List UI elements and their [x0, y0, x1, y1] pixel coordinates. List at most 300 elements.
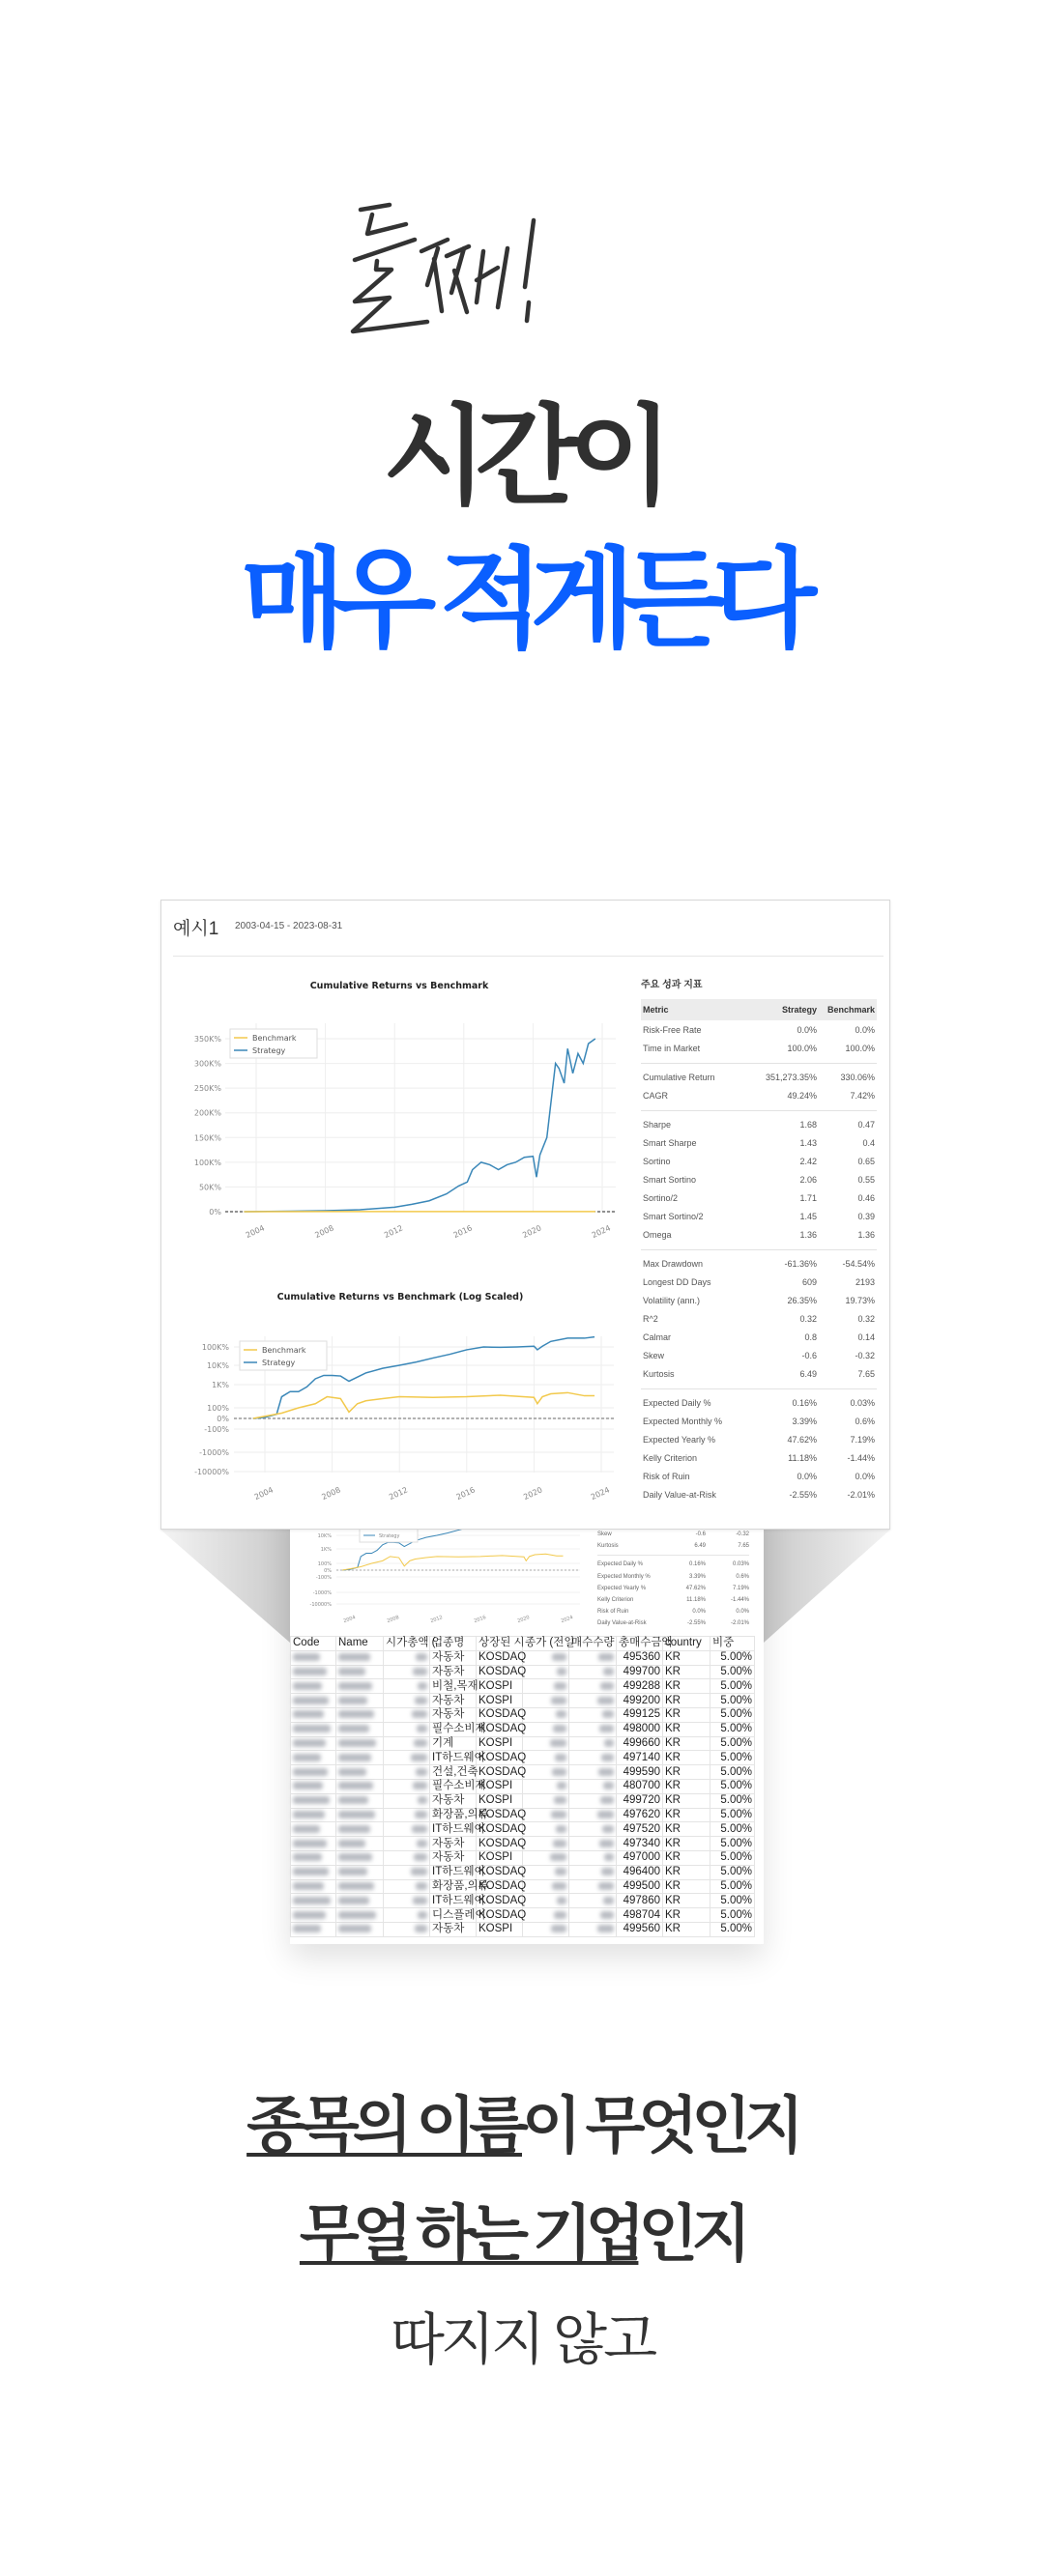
sector-cell: IT하드웨어 [430, 1894, 477, 1908]
total-amount-cell: 499590 [617, 1765, 663, 1780]
table-row [291, 1908, 755, 1923]
blurred-value [293, 1897, 331, 1904]
table-row [291, 1694, 755, 1708]
total-amount-cell: 496400 [617, 1865, 663, 1879]
blurred-value [557, 1782, 566, 1789]
redacted-cell [384, 1707, 430, 1722]
metric-row [641, 1291, 877, 1309]
strategy-value: 11.18% [788, 1452, 817, 1463]
y-tick-label: -100% [204, 1425, 229, 1434]
country-cell: KR [663, 1837, 710, 1851]
redacted-cell [336, 1650, 384, 1665]
column-header[interactable]: 업종명 [430, 1637, 477, 1651]
redacted-cell [569, 1650, 617, 1665]
metric-row [641, 1152, 877, 1170]
line1-rest: 이 무엇인지 [522, 2091, 798, 2161]
country-cell: KR [663, 1808, 710, 1822]
redacted-cell [523, 1908, 569, 1923]
benchmark-value: 0.6% [855, 1416, 875, 1426]
metrics-divider [597, 1555, 749, 1556]
benchmark-value: 7.19% [732, 1585, 749, 1591]
table-row [291, 1650, 755, 1665]
metric-name: Expected Daily % [643, 1397, 711, 1408]
strategy-value: 0.0% [797, 1024, 817, 1035]
metric-row [641, 1115, 877, 1133]
redacted-cell [291, 1808, 336, 1822]
total-amount-cell: 497520 [617, 1822, 663, 1837]
x-tick-label: 2020 [516, 1615, 531, 1625]
metric-row [641, 1039, 877, 1057]
redacted-cell [336, 1765, 384, 1780]
benchmark-value: 19.73% [845, 1295, 875, 1305]
redacted-cell [523, 1879, 569, 1894]
country-cell: KR [663, 1850, 710, 1865]
x-tick-label: 2004 [244, 1223, 267, 1241]
redacted-cell [384, 1793, 430, 1808]
y-tick-label: 50K% [198, 1183, 221, 1192]
redacted-cell [384, 1908, 430, 1923]
blurred-value [338, 1925, 371, 1932]
blurred-value [293, 1825, 320, 1833]
redacted-cell [523, 1722, 569, 1736]
strategy-value: 1.68 [799, 1119, 817, 1130]
blurred-value [293, 1868, 329, 1875]
metric-name: Sortino [643, 1156, 671, 1166]
redacted-cell [384, 1679, 430, 1694]
country-cell: KR [663, 1865, 710, 1879]
metric-name: Expected Monthly % [643, 1416, 723, 1426]
redacted-cell [523, 1793, 569, 1808]
x-tick-label: 2012 [429, 1615, 444, 1625]
benchmark-value: 0.46 [857, 1192, 875, 1203]
strategy-value: 1.71 [799, 1192, 817, 1203]
strategy-value: 11.18% [686, 1597, 706, 1604]
metric-row [641, 1133, 877, 1152]
redacted-cell [523, 1765, 569, 1780]
benchmark-value: 0.55 [857, 1174, 875, 1185]
redacted-cell [569, 1736, 617, 1751]
x-tick-label: 2004 [252, 1485, 276, 1503]
blurred-value [552, 1653, 566, 1661]
redacted-cell [523, 1679, 569, 1694]
blurred-value [555, 1754, 566, 1761]
redacted-cell [384, 1779, 430, 1793]
y-tick-label: 100K% [193, 1158, 221, 1167]
redacted-cell [523, 1894, 569, 1908]
redacted-cell [384, 1850, 430, 1865]
metric-row [597, 1529, 749, 1540]
weight-cell: 5.00% [710, 1722, 755, 1736]
blurred-value [604, 1739, 614, 1747]
market-cell: KOSDAQ [477, 1837, 523, 1851]
strategy-value: 0.16% [792, 1397, 817, 1408]
x-tick-label: 2024 [589, 1485, 612, 1503]
blurred-value [338, 1811, 375, 1818]
redacted-cell [336, 1922, 384, 1936]
market-cell: KOSDAQ [477, 1722, 523, 1736]
metrics-divider [641, 1249, 877, 1250]
sector-cell: 화장품,의류 [430, 1808, 477, 1822]
blurred-value [338, 1739, 376, 1747]
metric-name: Omega [643, 1229, 672, 1240]
blurred-value [293, 1840, 327, 1847]
redacted-cell [569, 1751, 617, 1765]
series-line-strategy [244, 1039, 594, 1212]
blurred-value [598, 1653, 614, 1661]
total-amount-cell: 499700 [617, 1665, 663, 1679]
metrics-divider [641, 1110, 877, 1111]
redacted-cell [523, 1650, 569, 1665]
column-header[interactable]: Code [291, 1637, 336, 1651]
metric-name: Cumulative Return [643, 1072, 715, 1082]
y-tick-label: 10K% [206, 1361, 229, 1370]
strategy-value: 49.24% [787, 1090, 817, 1101]
market-cell: KOSDAQ [477, 1665, 523, 1679]
blurred-value [338, 1882, 374, 1890]
country-cell: KR [663, 1879, 710, 1894]
sector-cell: 자동차 [430, 1665, 477, 1679]
strategy-value: 1.45 [799, 1211, 817, 1221]
metric-row [641, 1207, 877, 1225]
sector-cell: IT하드웨어 [430, 1822, 477, 1837]
blurred-value [603, 1897, 614, 1904]
redacted-cell [336, 1751, 384, 1765]
column-header[interactable]: 종가 (전일 [523, 1637, 569, 1651]
blurred-value [293, 1796, 330, 1804]
blurred-value [598, 1768, 614, 1776]
metric-row [641, 1467, 877, 1485]
benchmark-value: -0.32 [736, 1531, 749, 1538]
redacted-cell [384, 1808, 430, 1822]
report-date-range: 2003-04-15 - 2023-08-31 [235, 921, 343, 931]
metric-row [641, 1430, 877, 1448]
metric-name: Expected Daily % [597, 1561, 644, 1568]
holdings-table [290, 1636, 755, 1937]
redacted-cell [384, 1650, 430, 1665]
table-row [291, 1751, 755, 1765]
metric-row [641, 1188, 877, 1207]
metric-row [641, 1412, 877, 1430]
blurred-value [557, 1897, 566, 1904]
redacted-cell [569, 1679, 617, 1694]
redacted-cell [291, 1922, 336, 1936]
metric-name: Daily Value-at-Risk [643, 1489, 716, 1500]
blurred-value [411, 1868, 427, 1875]
y-tick-label: 100% [317, 1561, 332, 1567]
weight-cell: 5.00% [710, 1736, 755, 1751]
blurred-value [602, 1710, 614, 1718]
blurred-value [293, 1782, 323, 1789]
strategy-value: 100.0% [787, 1043, 817, 1053]
market-cell: KOSDAQ [477, 1822, 523, 1837]
metrics-divider [641, 1063, 877, 1064]
redacted-cell [569, 1665, 617, 1679]
blurred-value [415, 1811, 427, 1818]
redacted-cell [336, 1894, 384, 1908]
column-header[interactable]: Name [336, 1637, 384, 1651]
column-header[interactable]: country [663, 1637, 710, 1651]
metric-row [641, 1225, 877, 1244]
redacted-cell [291, 1837, 336, 1851]
blurred-value [416, 1882, 427, 1890]
blurred-value [417, 1725, 427, 1732]
benchmark-value: 0.39 [857, 1211, 875, 1221]
redacted-cell [336, 1707, 384, 1722]
metric-row [641, 1393, 877, 1412]
strategy-value: -61.36% [784, 1258, 817, 1269]
redacted-cell [291, 1722, 336, 1736]
blurred-value [414, 1853, 427, 1861]
benchmark-value: 0.65 [857, 1156, 875, 1166]
strategy-value: 1.43 [799, 1137, 817, 1148]
market-cell: KOSDAQ [477, 1865, 523, 1879]
y-tick-label: 0% [324, 1568, 332, 1574]
redacted-cell [523, 1808, 569, 1822]
metric-row [641, 1086, 877, 1104]
redacted-cell [384, 1694, 430, 1708]
metric-row [597, 1559, 749, 1570]
benchmark-value: 1.36 [857, 1229, 875, 1240]
column-header[interactable]: 시가총액 ( [384, 1637, 430, 1651]
x-tick-label: 2024 [590, 1223, 613, 1241]
redacted-cell [291, 1679, 336, 1694]
legend-strategy: Strategy [379, 1533, 400, 1539]
blurred-value [601, 1868, 614, 1875]
strategy-value: 2.06 [799, 1174, 817, 1185]
table-row [291, 1722, 755, 1736]
weight-cell: 5.00% [710, 1837, 755, 1851]
sector-cell: 자동차 [430, 1837, 477, 1851]
country-cell: KR [663, 1650, 710, 1665]
table-row [291, 1865, 755, 1879]
benchmark-value: 2193 [855, 1276, 875, 1287]
metric-row [641, 1020, 877, 1039]
market-cell: KOSPI [477, 1736, 523, 1751]
redacted-cell [523, 1707, 569, 1722]
weight-cell: 5.00% [710, 1679, 755, 1694]
market-cell: KOSPI [477, 1922, 523, 1936]
metrics-title: 주요 성과 지표 [641, 980, 703, 990]
redacted-cell [384, 1922, 430, 1936]
y-tick-label: 10K% [317, 1533, 332, 1539]
redacted-cell [291, 1665, 336, 1679]
blurred-value [413, 1668, 427, 1675]
y-tick-label: 150K% [193, 1133, 221, 1143]
strategy-value: 6.49 [799, 1368, 817, 1379]
market-cell: KOSPI [477, 1694, 523, 1708]
x-tick-label: 2020 [521, 1223, 543, 1241]
column-header[interactable]: 상장된 시 [477, 1637, 523, 1651]
weight-cell: 5.00% [710, 1822, 755, 1837]
strategy-value: 0.32 [799, 1313, 817, 1324]
metric-name: Sortino/2 [643, 1192, 679, 1203]
blurred-value [338, 1768, 366, 1776]
redacted-cell [523, 1822, 569, 1837]
blurred-value [293, 1668, 327, 1675]
redacted-cell [569, 1894, 617, 1908]
total-amount-cell: 497620 [617, 1808, 663, 1822]
benchmark-value: 7.19% [850, 1434, 875, 1445]
market-cell: KOSDAQ [477, 1808, 523, 1822]
country-cell: KR [663, 1922, 710, 1936]
column-header[interactable]: 비중 [710, 1637, 755, 1651]
y-tick-label: -10000% [309, 1602, 332, 1608]
blurred-value [412, 1710, 427, 1718]
redacted-cell [523, 1850, 569, 1865]
total-amount-cell: 497140 [617, 1751, 663, 1765]
redacted-cell [523, 1922, 569, 1936]
strategy-value: 1.36 [799, 1229, 817, 1240]
table-row [291, 1922, 755, 1936]
metric-name: Expected Yearly % [643, 1434, 716, 1445]
country-cell: KR [663, 1694, 710, 1708]
metrics-panel [641, 976, 877, 1503]
benchmark-value: 330.06% [840, 1072, 875, 1082]
country-cell: KR [663, 1908, 710, 1923]
redacted-cell [384, 1765, 430, 1780]
redacted-cell [336, 1679, 384, 1694]
redacted-cell [569, 1865, 617, 1879]
sector-cell: 화장품,의류 [430, 1879, 477, 1894]
redacted-cell [523, 1751, 569, 1765]
underlined-stock-name: 종목의 이름 [246, 2091, 522, 2161]
table-row [291, 1665, 755, 1679]
redacted-cell [523, 1736, 569, 1751]
blurred-value [553, 1725, 566, 1732]
heading-time: 시간이 [382, 396, 662, 517]
sector-cell: 자동차 [430, 1922, 477, 1936]
column-header[interactable]: 총매수금액 [617, 1637, 663, 1651]
blurred-value [417, 1840, 427, 1847]
blurred-value [552, 1882, 566, 1890]
country-cell: KR [663, 1707, 710, 1722]
benchmark-value: 7.65 [738, 1543, 749, 1550]
metric-name: Smart Sortino/2 [643, 1211, 704, 1221]
redacted-cell [523, 1779, 569, 1793]
blurred-value [550, 1739, 566, 1747]
blurred-value [338, 1825, 370, 1833]
column-header[interactable]: 매수수량 [569, 1637, 617, 1651]
table-row [291, 1850, 755, 1865]
x-tick-label: 2008 [386, 1615, 400, 1625]
redacted-cell [336, 1822, 384, 1837]
redacted-cell [336, 1722, 384, 1736]
metric-row [641, 1364, 877, 1383]
benchmark-value: 0.0% [855, 1024, 875, 1035]
blurred-value [414, 1739, 427, 1747]
total-amount-cell: 497000 [617, 1850, 663, 1865]
sector-cell: IT하드웨어 [430, 1751, 477, 1765]
blurred-value [293, 1725, 331, 1732]
metric-name: Kelly Criterion [597, 1597, 634, 1604]
x-tick-label: 2020 [522, 1485, 544, 1503]
y-tick-label: 0% [209, 1208, 221, 1216]
metric-name: Smart Sharpe [643, 1137, 697, 1148]
metric-name: Daily Value-at-Risk [597, 1620, 647, 1627]
redacted-cell [569, 1850, 617, 1865]
benchmark-value: -54.54% [842, 1258, 875, 1269]
redacted-cell [384, 1837, 430, 1851]
metrics-header [641, 999, 877, 1020]
blurred-value [338, 1697, 367, 1704]
weight-cell: 5.00% [710, 1665, 755, 1679]
redacted-cell [291, 1736, 336, 1751]
benchmark-value: 0.0% [855, 1471, 875, 1481]
metric-name: Time in Market [643, 1043, 701, 1053]
redacted-cell [569, 1879, 617, 1894]
blurred-value [338, 1897, 369, 1904]
strategy-value: 2.42 [799, 1156, 817, 1166]
redacted-cell [569, 1808, 617, 1822]
redacted-cell [569, 1822, 617, 1837]
country-cell: KR [663, 1679, 710, 1694]
metrics-divider [641, 1388, 877, 1389]
sector-cell: 자동차 [430, 1707, 477, 1722]
country-cell: KR [663, 1736, 710, 1751]
market-cell: KOSPI [477, 1850, 523, 1865]
total-amount-cell: 499500 [617, 1879, 663, 1894]
y-tick-label: -1000% [312, 1590, 332, 1596]
market-cell: KOSDAQ [477, 1650, 523, 1665]
total-amount-cell: 499125 [617, 1707, 663, 1722]
metric-row [597, 1606, 749, 1617]
total-amount-cell: 499560 [617, 1922, 663, 1936]
y-tick-label: -10000% [194, 1468, 229, 1476]
bottom-line-2 [0, 2195, 1044, 2273]
blurred-value [551, 1811, 566, 1818]
blurred-value [293, 1911, 326, 1919]
blurred-value [293, 1811, 325, 1818]
redacted-cell [384, 1894, 430, 1908]
metric-name: Sharpe [643, 1119, 672, 1130]
total-amount-cell: 498704 [617, 1908, 663, 1923]
redacted-cell [569, 1694, 617, 1708]
sector-cell: 건설,건축 [430, 1765, 477, 1780]
blurred-value [554, 1682, 566, 1690]
blurred-value [415, 1925, 427, 1932]
blurred-value [603, 1782, 614, 1789]
market-cell: KOSDAQ [477, 1894, 523, 1908]
table-row [291, 1894, 755, 1908]
blurred-value [293, 1697, 329, 1704]
series-line-benchmark [253, 1392, 594, 1418]
metric-row [597, 1583, 749, 1594]
blurred-value [338, 1853, 372, 1861]
metric-name: Expected Yearly % [597, 1585, 647, 1591]
benchmark-value: -2.01% [847, 1489, 875, 1500]
blurred-value [603, 1668, 614, 1675]
redacted-cell [336, 1908, 384, 1923]
redacted-cell [336, 1808, 384, 1822]
x-tick-label: 2012 [388, 1485, 410, 1503]
y-tick-label: 100% [207, 1404, 229, 1413]
strategy-value: 609 [801, 1276, 817, 1287]
redacted-cell [291, 1850, 336, 1865]
weight-cell: 5.00% [710, 1894, 755, 1908]
y-tick-label: -100% [315, 1575, 332, 1581]
metric-row [597, 1594, 749, 1606]
redacted-cell [523, 1694, 569, 1708]
legend-benchmark: Benchmark [252, 1034, 297, 1043]
sector-cell: 필수소비재 [430, 1722, 477, 1736]
blurred-value [600, 1911, 614, 1919]
blurred-value [293, 1653, 320, 1661]
metric-row [641, 1448, 877, 1467]
sector-cell: 자동차 [430, 1793, 477, 1808]
redacted-cell [291, 1879, 336, 1894]
benchmark-value: 7.65 [857, 1368, 875, 1379]
x-tick-label: 2008 [320, 1485, 342, 1503]
